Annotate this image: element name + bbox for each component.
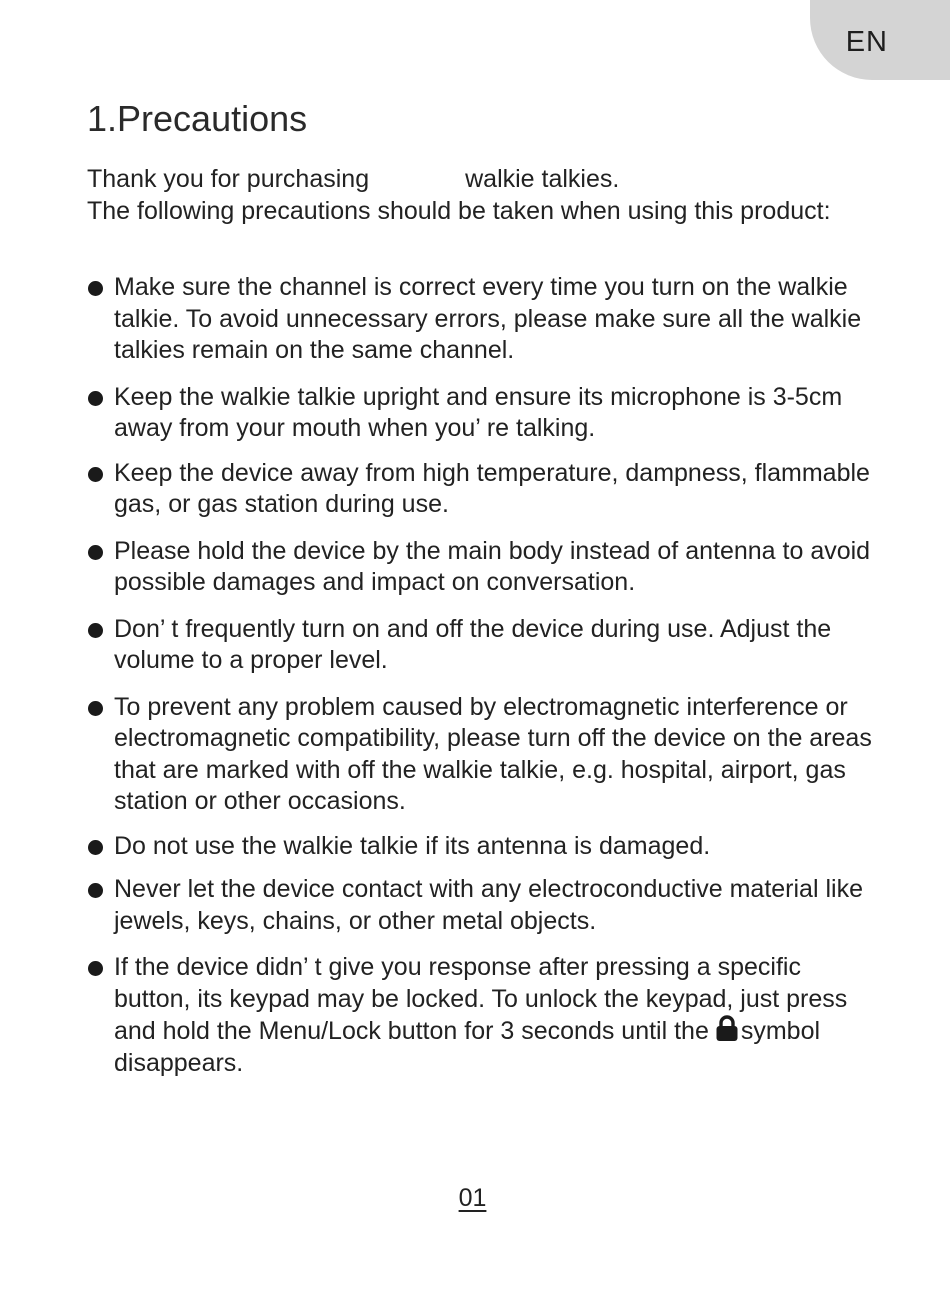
list-item-text: Never let the device contact with any electroconductive material like jewels, keys, chains, or other metal objects. <box>114 875 863 935</box>
bullet-icon <box>88 623 103 638</box>
list-item <box>87 831 877 863</box>
bullet-icon <box>88 467 103 482</box>
list-item <box>87 952 877 1079</box>
list-item-text: To prevent any problem caused by electromagnetic interference or electromagnetic compatibility, please turn off the device on the areas that are marked with off the walkie talkie, e.g. hospital, airport, gas station or other occasions. <box>114 692 872 815</box>
lock-icon <box>715 1015 739 1042</box>
list-item-text-after-icon: symbol disappears. <box>114 1017 821 1077</box>
bullet-icon <box>88 701 103 716</box>
precautions-list <box>87 272 877 1079</box>
list-item <box>87 272 877 367</box>
bullet-icon <box>88 281 103 296</box>
list-item <box>87 874 877 937</box>
intro-line-2: The following precautions should be taken when using this product: <box>87 196 831 225</box>
list-item-text: Make sure the channel is correct every time you turn on the walkie talkie. To avoid unnecessary errors, please make sure all the walkie talkies remain on the same channel. <box>114 273 862 364</box>
intro-product-text: walkie talkies. <box>465 165 620 193</box>
list-item-text: Do not use the walkie talkie if its antenna is damaged. <box>114 831 711 860</box>
intro-paragraph <box>87 164 867 227</box>
bullet-icon <box>88 961 103 976</box>
list-item <box>87 614 877 677</box>
bullet-icon <box>88 883 103 898</box>
list-item <box>87 382 877 445</box>
language-tab <box>810 0 950 80</box>
list-item-text: Please hold the device by the main body instead of antenna to avoid possible damages and impact on conversation. <box>114 536 871 596</box>
list-item-text: Keep the walkie talkie upright and ensure its microphone is 3-5cm away from your mouth when you’ re talking. <box>114 382 843 442</box>
bullet-icon <box>88 840 103 855</box>
bullet-icon <box>88 545 103 560</box>
list-item <box>87 692 877 818</box>
list-item <box>87 458 877 521</box>
intro-line-1 <box>87 164 867 196</box>
bullet-icon <box>88 391 103 406</box>
language-label: EN <box>845 25 888 58</box>
list-item-text: Keep the device away from high temperature, dampness, flammable gas, or gas station during use. <box>114 458 870 518</box>
list-item-text: If the device didn’ t give you response after pressing a specific button, its keypad may be locked. To unlock the keypad, just press and hold the Menu/Lock button for 3 seconds until the <box>114 953 848 1045</box>
section-title: 1.Precautions <box>87 98 308 139</box>
list-item-text: Don’ t frequently turn on and off the device during use. Adjust the volume to a proper level. <box>114 614 832 674</box>
page-number: 01 <box>458 1184 487 1212</box>
list-item <box>87 536 877 599</box>
intro-thanks-text: Thank you for purchasing <box>87 165 370 193</box>
